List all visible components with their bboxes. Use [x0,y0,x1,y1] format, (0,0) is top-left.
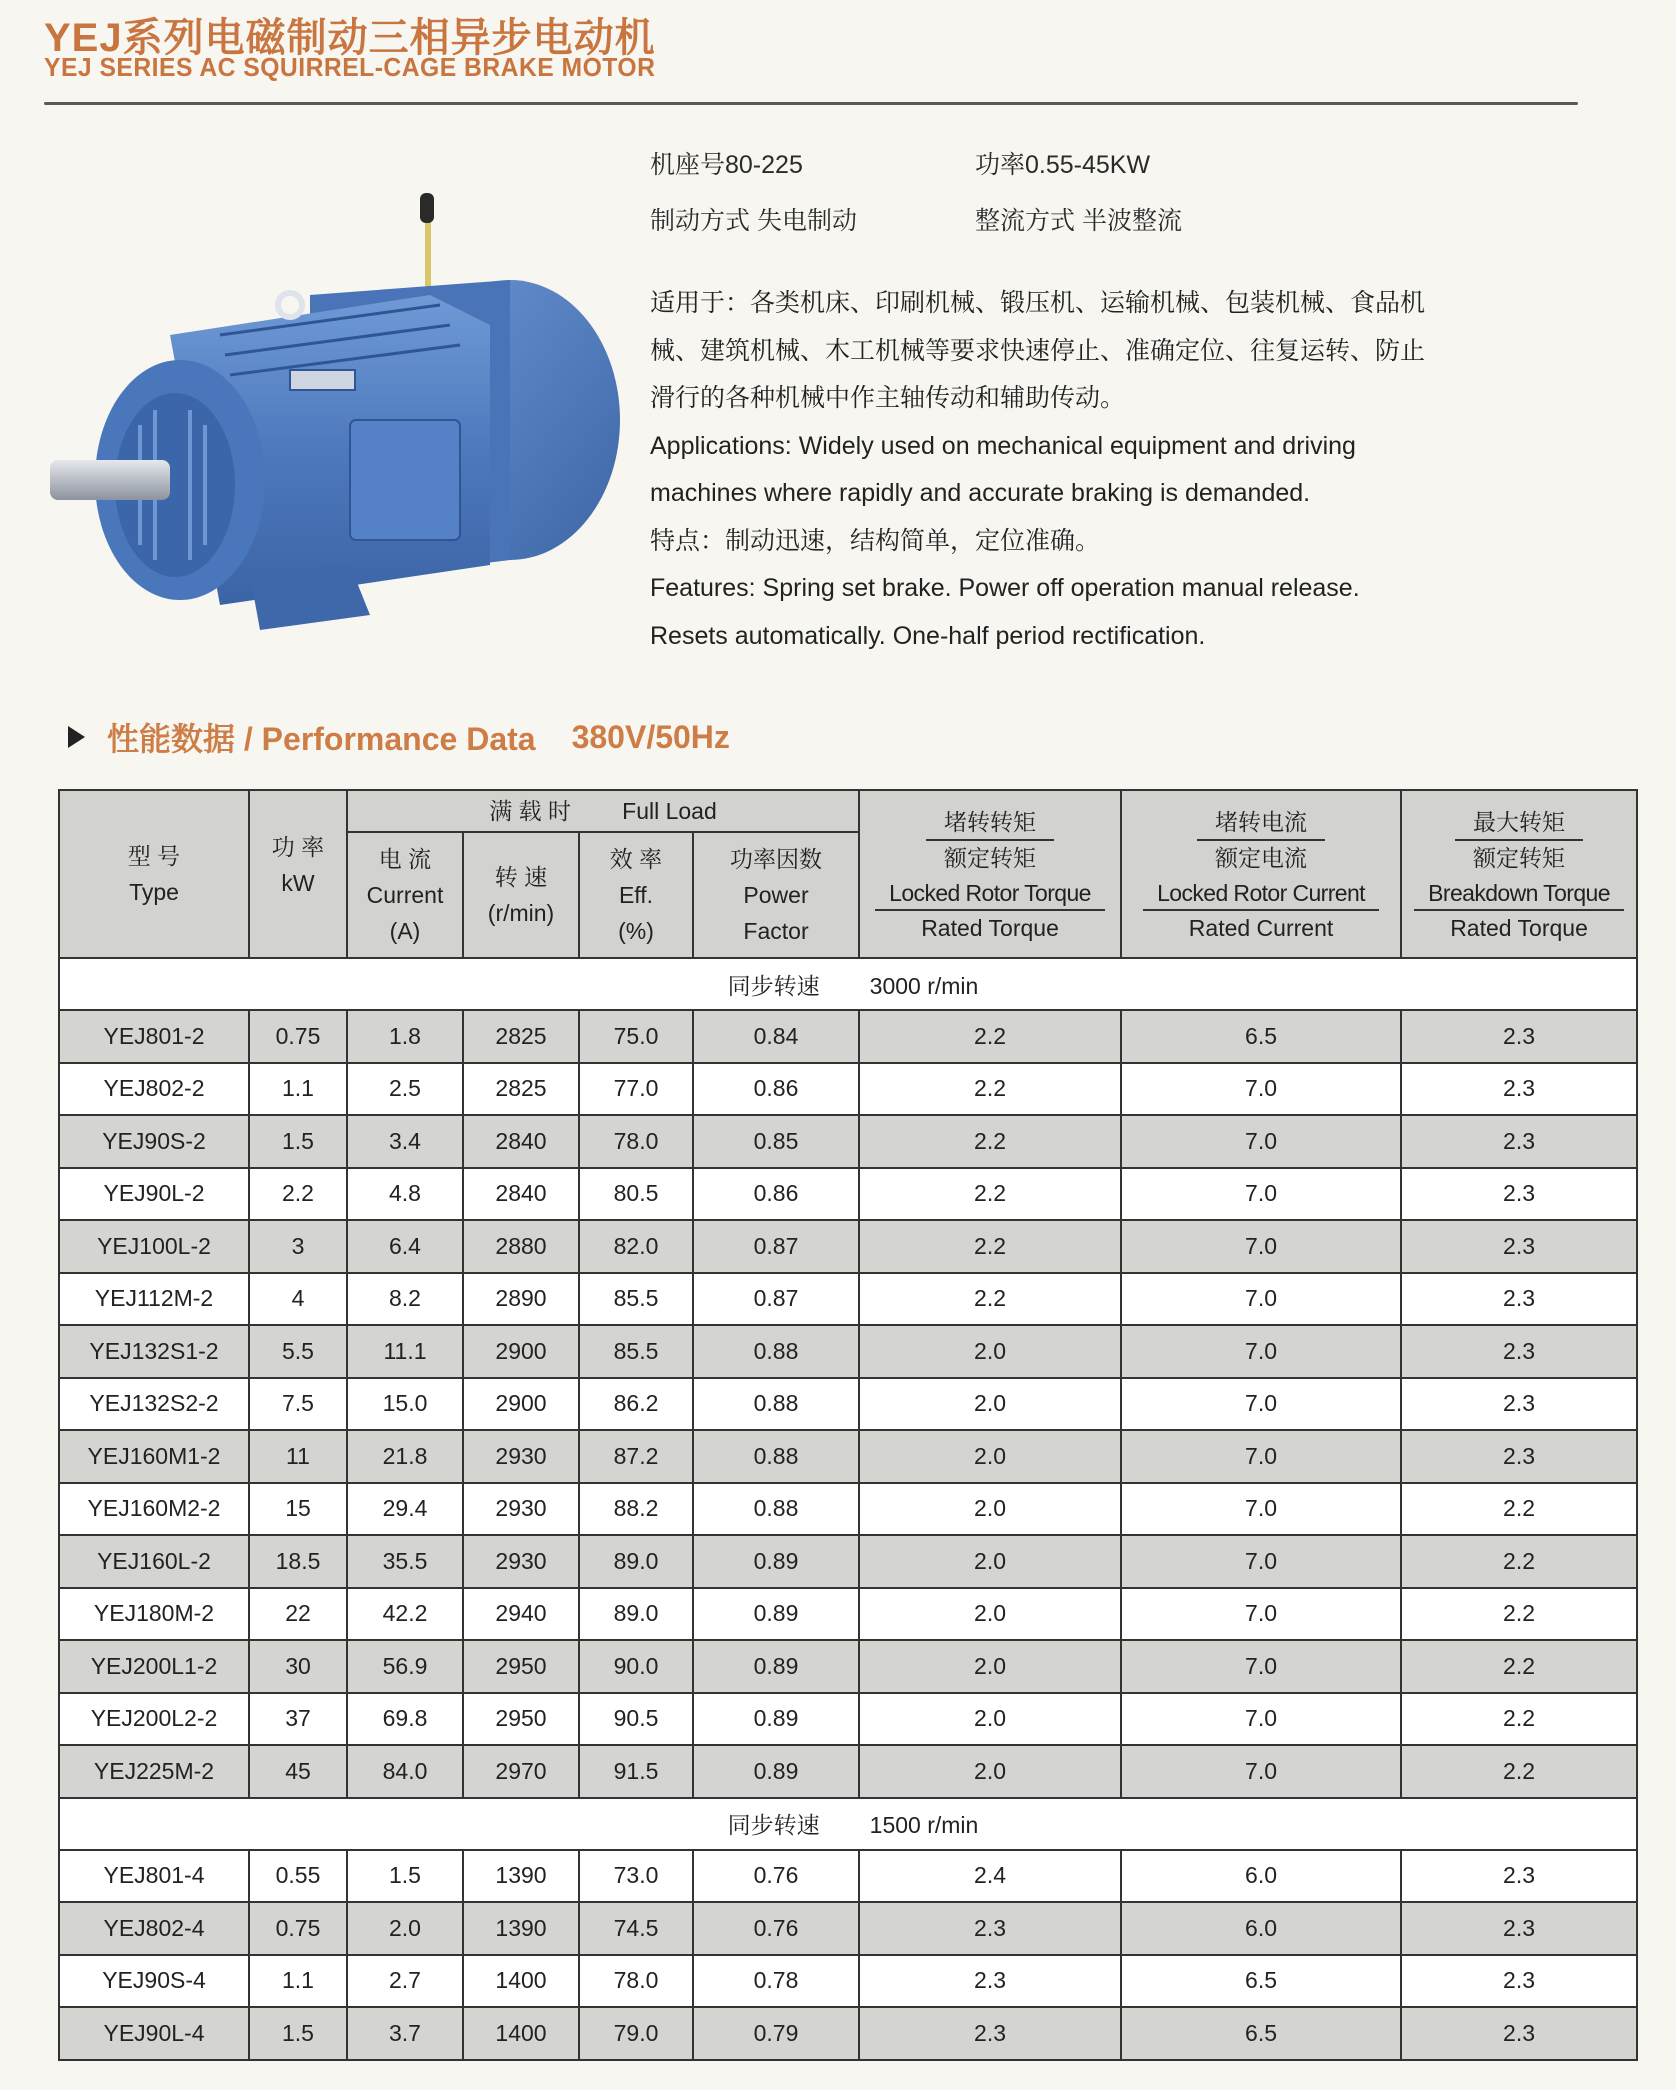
cell-locked-torque-ratio: 2.2 [859,1063,1121,1116]
cell-locked-torque-ratio: 2.2 [859,1273,1121,1326]
sync-label: 同步转速 [727,1812,820,1838]
cell-current: 56.9 [347,1640,463,1693]
cell-power-factor: 0.87 [693,1273,859,1326]
header-power-en: kW [281,870,315,896]
cell-power: 0.75 [249,1010,347,1063]
desc-line: Resets automatically. One-half period rectification. [650,621,1206,650]
cell-power-factor: 0.79 [693,2007,859,2060]
cell-power-factor: 0.85 [693,1115,859,1168]
desc-line: machines where rapidly and accurate braking is demanded. [650,479,1311,507]
cell-speed: 2930 [463,1483,579,1536]
cell-type: YEJ160L-2 [59,1535,249,1588]
cell-breakdown-torque-ratio: 2.3 [1401,1955,1637,2008]
header-current-en: Current [366,882,444,908]
cell-locked-current-ratio: 7.0 [1121,1273,1401,1326]
cell-type: YEJ802-4 [59,1902,249,1955]
table-row [59,1115,1637,1168]
desc-line: 适用于：各类机床、印刷机械、锻压机、运输机械、包装机械、食品机 [650,289,1426,317]
cell-power: 22 [249,1588,347,1641]
section-heading [68,714,730,760]
table-row [59,1273,1637,1326]
header-eff-en: Eff. [618,882,654,908]
cell-breakdown-torque-ratio: 2.2 [1401,1640,1637,1693]
header-efficiency [579,832,693,958]
cell-type: YEJ90L-2 [59,1168,249,1221]
header-type [59,790,249,958]
cell-type: YEJ90L-4 [59,2007,249,2060]
cell-power-factor: 0.88 [693,1378,859,1431]
cell-power-factor: 0.76 [693,1902,859,1955]
lrt-zh-top: 堵转转矩 [926,805,1054,841]
cell-breakdown-torque-ratio: 2.2 [1401,1693,1637,1746]
header-speed-zh: 转 速 [494,864,548,890]
cell-current: 21.8 [347,1430,463,1483]
header-type-en: Type [129,879,179,905]
cell-efficiency: 74.5 [579,1902,693,1955]
header-pf-en1: Power [743,882,809,908]
cell-power-factor: 0.86 [693,1063,859,1116]
cell-type: YEJ801-4 [59,1850,249,1903]
motor-product-image [50,185,620,635]
cell-locked-torque-ratio: 2.0 [859,1430,1121,1483]
cell-type: YEJ160M1-2 [59,1430,249,1483]
page-title-en: YEJ SERIES AC SQUIRREL-CAGE BRAKE MOTOR [44,52,656,82]
sync-speed-group-row [59,958,1637,1010]
lrc-zh-bot: 额定电流 [1215,844,1308,871]
table-row [59,1955,1637,2008]
cell-efficiency: 87.2 [579,1430,693,1483]
sync-label: 同步转速 [727,972,820,999]
table-row [59,1483,1637,1536]
cell-current: 3.7 [347,2007,463,2060]
header-locked-rotor-current [1121,790,1401,958]
section-title: 性能数据 / Performance Data [107,721,536,757]
cell-power-factor: 0.88 [693,1325,859,1378]
header-speed [463,832,579,958]
table-row [59,1850,1637,1903]
performance-table [58,789,1638,2061]
table-row [59,1063,1637,1116]
bdt-en-top: Breakdown Torque [1414,877,1624,911]
cell-efficiency: 89.0 [579,1535,693,1588]
cell-locked-torque-ratio: 2.2 [859,1168,1121,1221]
cell-speed: 2940 [463,1588,579,1641]
cell-locked-current-ratio: 7.0 [1121,1430,1401,1483]
cell-power: 7.5 [249,1378,347,1431]
cell-current: 2.7 [347,1955,463,2008]
cell-power-factor: 0.88 [693,1430,859,1483]
cell-locked-torque-ratio: 2.0 [859,1325,1121,1378]
cell-speed: 2950 [463,1693,579,1746]
cell-breakdown-torque-ratio: 2.3 [1401,1063,1637,1116]
title-divider [44,102,1578,105]
cell-power: 0.75 [249,1902,347,1955]
header-eff-unit: (%) [618,918,654,944]
cell-locked-torque-ratio: 2.0 [859,1745,1121,1798]
cell-speed: 1400 [463,1955,579,2008]
cell-efficiency: 82.0 [579,1220,693,1273]
cell-locked-current-ratio: 7.0 [1121,1745,1401,1798]
cell-current: 69.8 [347,1693,463,1746]
cell-locked-torque-ratio: 2.3 [859,1955,1121,2008]
cell-current: 3.4 [347,1115,463,1168]
cell-speed: 2970 [463,1745,579,1798]
sync-speed-value: 3000 r/min [869,972,979,999]
cell-speed: 1400 [463,2007,579,2060]
cell-locked-current-ratio: 7.0 [1121,1115,1401,1168]
cell-power-factor: 0.84 [693,1010,859,1063]
cell-type: YEJ100L-2 [59,1220,249,1273]
cell-locked-current-ratio: 7.0 [1121,1640,1401,1693]
cell-breakdown-torque-ratio: 2.2 [1401,1535,1637,1588]
table-row [59,1378,1637,1431]
cell-locked-current-ratio: 7.0 [1121,1325,1401,1378]
header-pf-en2: Factor [743,918,809,944]
lrc-en-top: Locked Rotor Current [1143,877,1379,911]
cell-breakdown-torque-ratio: 2.3 [1401,1115,1637,1168]
cell-efficiency: 80.5 [579,1168,693,1221]
cell-current: 2.0 [347,1902,463,1955]
cell-efficiency: 90.5 [579,1693,693,1746]
cell-breakdown-torque-ratio: 2.2 [1401,1588,1637,1641]
cell-locked-current-ratio: 7.0 [1121,1378,1401,1431]
cell-efficiency: 86.2 [579,1378,693,1431]
header-current-unit: (A) [389,918,421,944]
cell-type: YEJ112M-2 [59,1273,249,1326]
cell-locked-torque-ratio: 2.0 [859,1640,1121,1693]
cell-locked-torque-ratio: 2.4 [859,1850,1121,1903]
cell-locked-torque-ratio: 2.3 [859,1902,1121,1955]
cell-locked-current-ratio: 7.0 [1121,1588,1401,1641]
cell-breakdown-torque-ratio: 2.3 [1401,1378,1637,1431]
section-voltage: 380V/50Hz [571,718,730,755]
cell-efficiency: 77.0 [579,1063,693,1116]
cell-type: YEJ200L1-2 [59,1640,249,1693]
cell-locked-torque-ratio: 2.0 [859,1535,1121,1588]
header-speed-unit: (r/min) [487,900,555,926]
lrt-en-top: Locked Rotor Torque [875,877,1105,911]
sync-speed-label [59,958,1637,1010]
cell-locked-torque-ratio: 2.2 [859,1115,1121,1168]
cell-type: YEJ180M-2 [59,1588,249,1641]
product-description [650,280,1490,660]
cell-power: 1.5 [249,1115,347,1168]
cell-current: 4.8 [347,1168,463,1221]
cell-breakdown-torque-ratio: 2.3 [1401,1010,1637,1063]
cell-current: 29.4 [347,1483,463,1536]
cell-power: 1.1 [249,1955,347,2008]
cell-locked-current-ratio: 7.0 [1121,1220,1401,1273]
table-row [59,1220,1637,1273]
lrt-en-bot: Rated Torque [921,914,1059,941]
cell-breakdown-torque-ratio: 2.3 [1401,1168,1637,1221]
cell-power-factor: 0.89 [693,1745,859,1798]
cell-type: YEJ132S2-2 [59,1378,249,1431]
desc-line: Applications: Widely used on mechanical equipment and driving [650,431,1356,460]
spec-rectification: 整流方式 半波整流 [975,207,1182,235]
cell-type: YEJ225M-2 [59,1745,249,1798]
spec-braking: 制动方式 失电制动 [650,207,857,235]
cell-efficiency: 90.0 [579,1640,693,1693]
cell-power-factor: 0.88 [693,1483,859,1536]
table-row [59,1693,1637,1746]
cell-locked-torque-ratio: 2.3 [859,2007,1121,2060]
cell-locked-torque-ratio: 2.0 [859,1588,1121,1641]
cell-breakdown-torque-ratio: 2.3 [1401,1220,1637,1273]
cell-efficiency: 85.5 [579,1325,693,1378]
cell-power: 30 [249,1640,347,1693]
cell-power: 18.5 [249,1535,347,1588]
cell-power-factor: 0.89 [693,1535,859,1588]
cell-speed: 2890 [463,1273,579,1326]
cell-power: 37 [249,1693,347,1746]
cell-current: 6.4 [347,1220,463,1273]
header-breakdown-torque [1401,790,1637,958]
lrc-en-bot: Rated Current [1188,914,1334,941]
cell-speed: 2950 [463,1640,579,1693]
cell-type: YEJ200L2-2 [59,1693,249,1746]
cell-locked-torque-ratio: 2.2 [859,1220,1121,1273]
cell-speed: 2825 [463,1010,579,1063]
desc-line: 滑行的各种机械中作主轴传动和辅助传动。 [650,384,1126,412]
cell-efficiency: 75.0 [579,1010,693,1063]
cell-current: 42.2 [347,1588,463,1641]
cell-breakdown-torque-ratio: 2.3 [1401,1850,1637,1903]
cell-locked-current-ratio: 6.0 [1121,1850,1401,1903]
spec-frame: 机座号80-225 [650,151,803,179]
cell-speed: 2840 [463,1168,579,1221]
cell-power: 0.55 [249,1850,347,1903]
performance-table-body [59,958,1637,2060]
desc-line: 特点：制动迅速，结构简单，定位准确。 [650,526,1101,555]
cell-breakdown-torque-ratio: 2.3 [1401,1273,1637,1326]
desc-line: 械、建筑机械、木工机械等要求快速停止、准确定位、往复运转、防止 [650,336,1426,365]
bdt-zh-top: 最大转矩 [1455,805,1583,841]
header-power-zh: 功 率 [271,834,325,860]
cell-current: 1.8 [347,1010,463,1063]
cell-power-factor: 0.78 [693,1955,859,2008]
cell-efficiency: 89.0 [579,1588,693,1641]
cell-current: 8.2 [347,1273,463,1326]
sync-speed-group-row [59,1798,1637,1850]
cell-locked-torque-ratio: 2.0 [859,1483,1121,1536]
cell-power: 1.5 [249,2007,347,2060]
cell-power-factor: 0.89 [693,1588,859,1641]
cell-efficiency: 78.0 [579,1115,693,1168]
cell-type: YEJ802-2 [59,1063,249,1116]
table-row [59,1588,1637,1641]
cell-breakdown-torque-ratio: 2.3 [1401,1902,1637,1955]
cell-speed: 2880 [463,1220,579,1273]
cell-power: 1.1 [249,1063,347,1116]
cell-efficiency: 78.0 [579,1955,693,2008]
cell-type: YEJ90S-2 [59,1115,249,1168]
cell-speed: 2930 [463,1430,579,1483]
cell-power: 3 [249,1220,347,1273]
bdt-en-bot: Rated Torque [1450,914,1588,941]
cell-locked-current-ratio: 7.0 [1121,1483,1401,1536]
table-row [59,1640,1637,1693]
table-row [59,1745,1637,1798]
cell-efficiency: 73.0 [579,1850,693,1903]
table-row [59,1902,1637,1955]
table-row [59,1010,1637,1063]
cell-type: YEJ132S1-2 [59,1325,249,1378]
cell-speed: 1390 [463,1850,579,1903]
cell-efficiency: 79.0 [579,2007,693,2060]
cell-current: 1.5 [347,1850,463,1903]
header-pf-zh: 功率因数 [730,846,823,872]
table-row [59,2007,1637,2060]
cell-locked-torque-ratio: 2.0 [859,1693,1121,1746]
table-row [59,1168,1637,1221]
cell-efficiency: 85.5 [579,1273,693,1326]
cell-power: 2.2 [249,1168,347,1221]
table-row [59,1430,1637,1483]
cell-speed: 2900 [463,1325,579,1378]
header-power-factor [693,832,859,958]
cell-power-factor: 0.86 [693,1168,859,1221]
cell-locked-current-ratio: 7.0 [1121,1693,1401,1746]
cell-type: YEJ160M2-2 [59,1483,249,1536]
cell-power: 45 [249,1745,347,1798]
spec-summary [650,145,1350,237]
header-current-zh: 电 流 [378,846,432,872]
cell-type: YEJ90S-4 [59,1955,249,2008]
cell-locked-current-ratio: 6.5 [1121,1955,1401,2008]
cell-current: 11.1 [347,1325,463,1378]
lrc-zh-top: 堵转电流 [1197,805,1325,841]
cell-breakdown-torque-ratio: 2.2 [1401,1745,1637,1798]
cell-locked-current-ratio: 6.0 [1121,1902,1401,1955]
header-current [347,832,463,958]
cell-current: 84.0 [347,1745,463,1798]
table-row [59,1535,1637,1588]
desc-line: Features: Spring set brake. Power off operation manual release. [650,574,1360,602]
cell-breakdown-torque-ratio: 2.3 [1401,1325,1637,1378]
cell-power-factor: 0.87 [693,1220,859,1273]
cell-speed: 2840 [463,1115,579,1168]
cell-power-factor: 0.89 [693,1693,859,1746]
cell-power: 5.5 [249,1325,347,1378]
cell-current: 2.5 [347,1063,463,1116]
cell-speed: 2930 [463,1535,579,1588]
lrt-zh-bot: 额定转矩 [944,844,1037,871]
cell-efficiency: 91.5 [579,1745,693,1798]
cell-breakdown-torque-ratio: 2.3 [1401,2007,1637,2060]
sync-speed-label [59,1798,1637,1850]
cell-type: YEJ801-2 [59,1010,249,1063]
cell-breakdown-torque-ratio: 2.2 [1401,1483,1637,1536]
cell-speed: 2825 [463,1063,579,1116]
header-eff-zh: 效 率 [609,846,663,872]
cell-power-factor: 0.76 [693,1850,859,1903]
cell-current: 15.0 [347,1378,463,1431]
cell-locked-current-ratio: 6.5 [1121,1010,1401,1063]
cell-locked-current-ratio: 7.0 [1121,1063,1401,1116]
cell-speed: 1390 [463,1902,579,1955]
page-title-zh: YEJ系列电磁制动三相异步电动机 [44,16,656,60]
bdt-zh-bot: 额定转矩 [1473,844,1566,871]
cell-speed: 2900 [463,1378,579,1431]
spec-power: 功率0.55-45KW [975,151,1151,179]
cell-locked-torque-ratio: 2.2 [859,1010,1121,1063]
cell-breakdown-torque-ratio: 2.3 [1401,1430,1637,1483]
cell-power: 15 [249,1483,347,1536]
cell-locked-current-ratio: 6.5 [1121,2007,1401,2060]
triangle-bullet-icon [68,726,85,748]
cell-locked-current-ratio: 7.0 [1121,1535,1401,1588]
cell-locked-current-ratio: 7.0 [1121,1168,1401,1221]
header-locked-rotor-torque [859,790,1121,958]
cell-efficiency: 88.2 [579,1483,693,1536]
header-power [249,790,347,958]
cell-power: 4 [249,1273,347,1326]
cell-current: 35.5 [347,1535,463,1588]
header-type-zh: 型 号 [127,843,181,869]
table-row [59,1325,1637,1378]
cell-power: 11 [249,1430,347,1483]
cell-power-factor: 0.89 [693,1640,859,1693]
cell-locked-torque-ratio: 2.0 [859,1378,1121,1431]
sync-speed-value: 1500 r/min [869,1812,979,1838]
header-full-load: 满 载 时 Full Load [347,790,859,832]
